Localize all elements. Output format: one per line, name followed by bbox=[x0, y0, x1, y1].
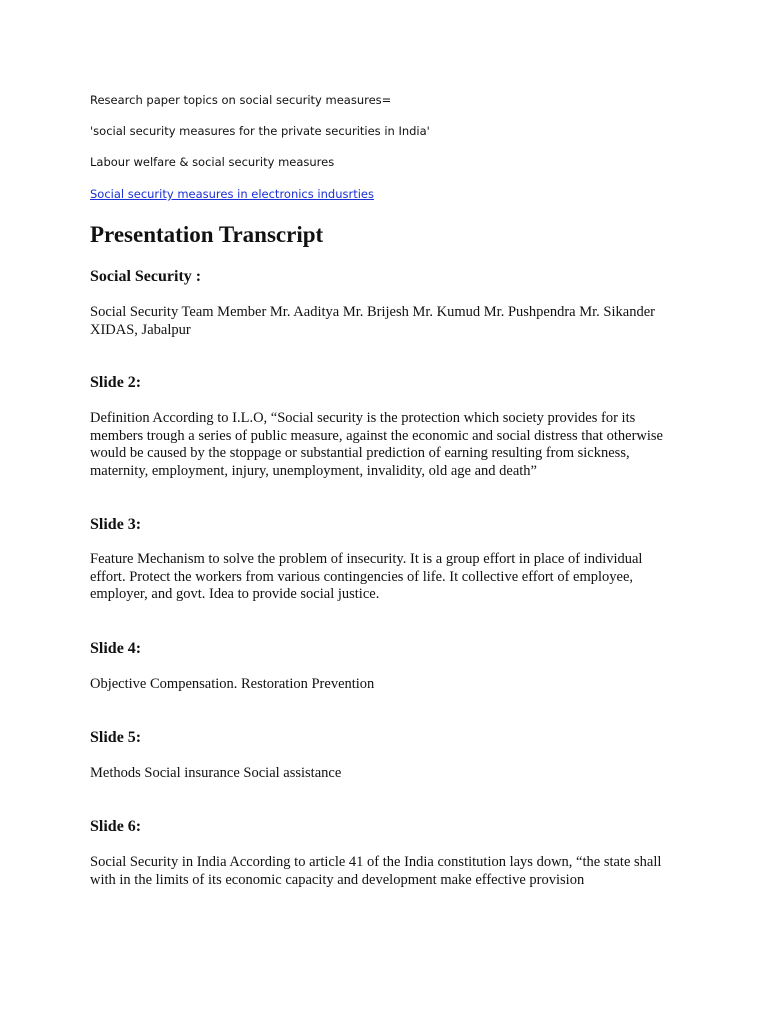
topic-line-1: Research paper topics on social security measures= bbox=[90, 93, 392, 107]
section-heading-slide-5: Slide 5: bbox=[90, 729, 142, 746]
electronics-industries-link[interactable]: Social security measures in electronics indusrties bbox=[90, 187, 374, 201]
page-title: Presentation Transcript bbox=[90, 222, 324, 247]
section-heading-slide-6: Slide 6: bbox=[90, 818, 142, 835]
section-heading-slide-2: Slide 2: bbox=[90, 374, 142, 391]
topic-line-3: Labour welfare & social security measures bbox=[90, 155, 335, 169]
section-body-slide-4: Objective Compensation. Restoration Prevention bbox=[90, 676, 375, 692]
topic-line-2: 'social security measures for the private securities in India' bbox=[90, 124, 430, 138]
section-body-slide-6: Social Security in India According to article 41 of the India constitution lays down, “the state shall with in the limits of its economic capacity and development make effective provision bbox=[90, 854, 662, 888]
section-body-slide-3: Feature Mechanism to solve the problem of insecurity. It is a group effort in place of individual effort. Protect the workers from various contingencies of life. It collective effort of employee, employer, and govt. Idea to provide social justice. bbox=[90, 551, 643, 602]
section-heading-slide-4: Slide 4: bbox=[90, 640, 142, 657]
section-body-slide-2: Definition According to I.L.O, “Social security is the protection which society provides for its members trough a series of public measure, against the economic and social distress that otherwise would be caused by the stoppage or substantial prediction of earning resulting from sickness, maternity, employment, injury, unemployment, invalidity, old age and death” bbox=[90, 410, 663, 479]
section-body-social-security: Social Security Team Member Mr. Aaditya Mr. Brijesh Mr. Kumud Mr. Pushpendra Mr. Sikander XIDAS, Jabalpur bbox=[90, 304, 655, 338]
section-heading-social-security: Social Security : bbox=[90, 268, 202, 285]
section-body-slide-5: Methods Social insurance Social assistance bbox=[90, 765, 342, 781]
section-heading-slide-3: Slide 3: bbox=[90, 516, 142, 533]
